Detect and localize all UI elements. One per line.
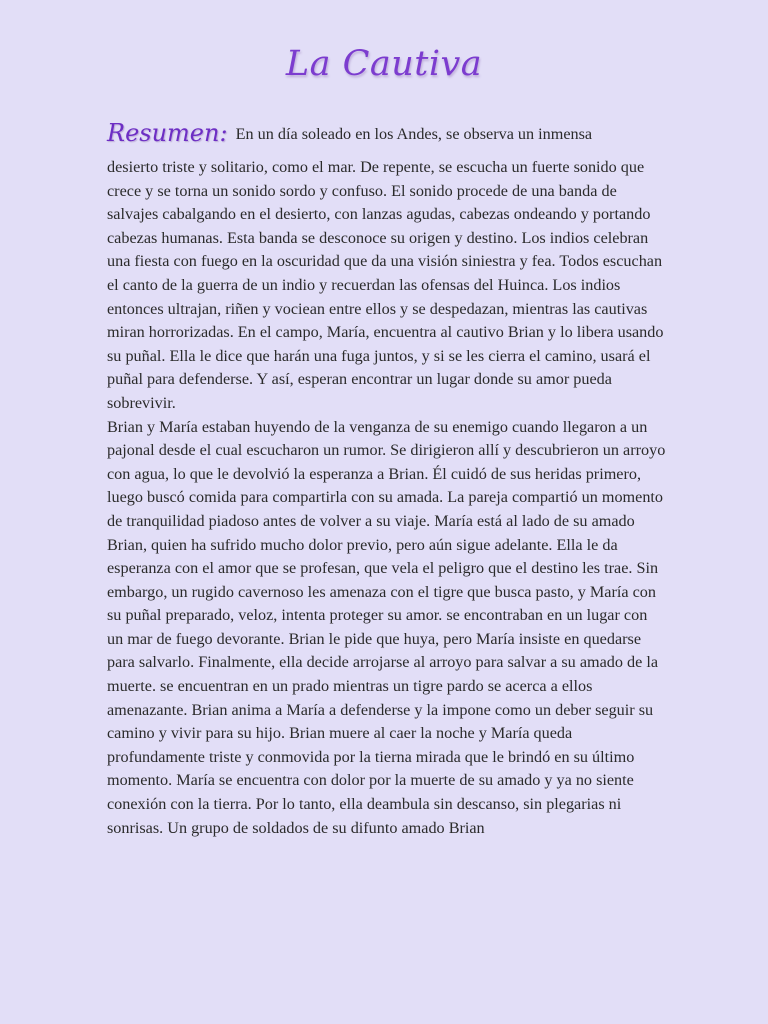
summary-label: Resumen: (107, 119, 228, 147)
summary-paragraph-2: Brian y María estaban huyendo de la venganza de su enemigo cuando llegaron a un pajonal desde el cual escucharon un rumor. Se dirigieron allí y descubrieron un arroyo con agua, lo que le devolvió la esperanza a Brian. Él cuidó de sus heridas primero, luego buscó comida para compartirla con su amada. La pareja compartió un momento de tranquilidad piadoso antes de volver a su viaje. María está al lado de su amado Brian, quien ha sufrido mucho dolor previo, pero aún sigue adelante. Ella le da esperanza con el amor que se profesan, que vela el peligro que el destino les trae. Sin embargo, un rugido cavernoso les amenaza con el tigre que busca pasto, y María con su puñal preparado, veloz, intenta proteger su amor. se encontraban en un lugar con un mar de fuego devorante. Brian le pide que huya, pero María insiste en quedarse para salvarlo. Finalmente, ella decide arrojarse al arroyo para salvar a su amado de la muerte. se encuentran en un prado mientras un tigre pardo se acerca a ellos amenazante. Brian anima a María a defenderse y la impone como un deber seguir su camino y vivir para su hijo. Brian muere al caer la noche y María queda profundamente triste y conmovida por la tierna mirada que le brindó en su último momento. María se encuentra con dolor por la muerte de su amado y ya no siente conexión con la tierra. Por lo tanto, ella deambula sin descanso, sin plegarias ni sonrisas. Un grupo de soldados de su difunto amado Brian (107, 417, 666, 837)
page-title: La Cautiva (285, 44, 483, 84)
summary-first-line (107, 116, 667, 156)
summary-paragraph-1: desierto triste y solitario, como el mar. De repente, se escucha un fuerte sonido que crece y se torna un sonido sordo y confuso. El sonido procede de una banda de salvajes cabalgando en el desierto, con lanzas agudas, cabezas ondeando y portando cabezas humanas. Esta banda se desconoce su origen y destino. Los indios celebran una fiesta con fuego en la oscuridad que da una visión siniestra y fea. Todos escuchan el canto de la guerra de un indio y recuerdan las ofensas del Huinca. Los indios entonces ultrajan, riñen y vociean entre ellos y se despedazan, mientras las cautivas miran horrorizadas. En el campo, María, encuentra al cautivo Brian y lo libera usando su puñal. Ella le dice que harán una fuga juntos, y si se les cierra el camino, usará el puñal para defenderse. Y así, esperan encontrar un lugar donde su amor pueda sobrevivir. (107, 158, 664, 412)
summary-body (107, 116, 667, 840)
summary-first-line-text: En un día soleado en los Andes, se observa un inmensa (235, 125, 593, 143)
